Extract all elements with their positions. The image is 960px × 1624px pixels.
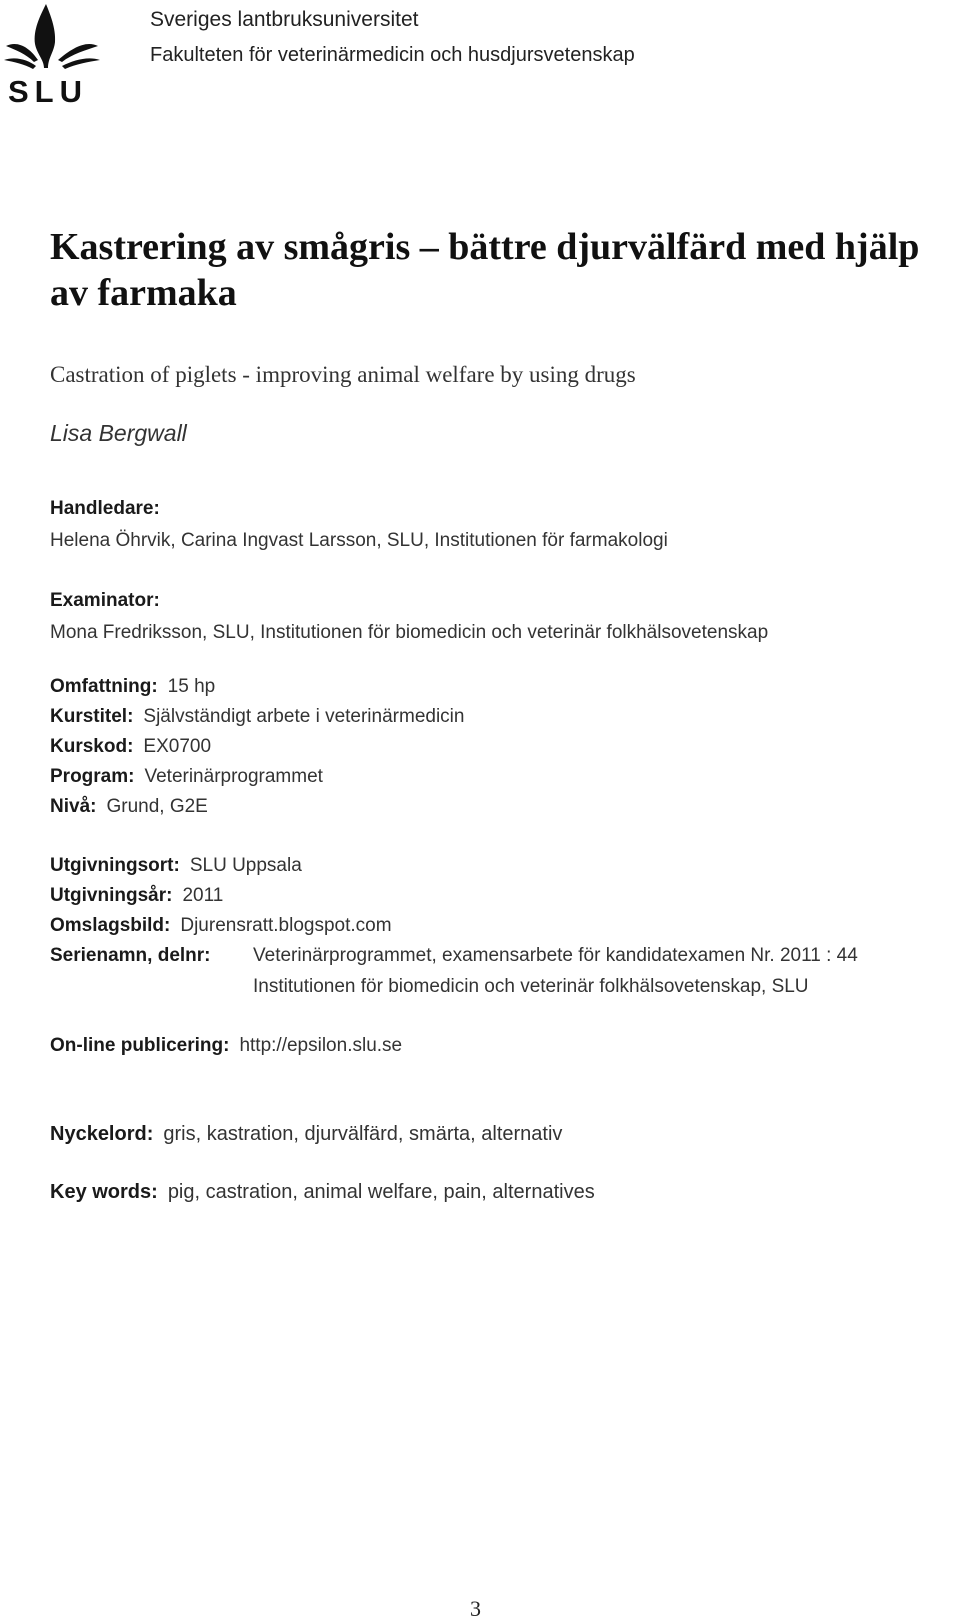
info-value: Självständigt arbete i veterinärmedicin [143, 706, 465, 727]
english-title: Castration of piglets - improving animal welfare by using drugs [50, 362, 636, 387]
info-label: Omslagsbild: [50, 915, 171, 936]
info-value: Grund, G2E [106, 796, 208, 817]
examiner-label: Examinator: [50, 590, 160, 611]
info-label: Kurstitel: [50, 706, 134, 727]
info-label: Nivå: [50, 796, 97, 817]
keywords-english [50, 1181, 595, 1204]
slu-logo [0, 0, 104, 110]
title-line-2: av farmaka [50, 272, 237, 314]
info-label: Kurskod: [50, 736, 134, 757]
info-value: 15 hp [167, 676, 216, 697]
info-row-kurskod [50, 736, 211, 758]
info-row-kurstitel [50, 706, 464, 728]
info-label: Utgivningsort: [50, 855, 180, 876]
info-label: Program: [50, 766, 135, 787]
author-name: Lisa Bergwall [50, 420, 187, 446]
university-name: Sveriges lantbruksuniversitet [150, 8, 419, 31]
info-row-program [50, 766, 323, 788]
info-label: Utgivningsår: [50, 885, 173, 906]
info-value: SLU Uppsala [189, 855, 302, 876]
info-value: Veterinärprogrammet [144, 766, 323, 787]
info-value: 2011 [182, 885, 224, 906]
info-row-omslagsbild [50, 915, 392, 937]
page-number: 3 [470, 1596, 481, 1621]
keywords-value: pig, castration, animal welfare, pain, alternatives [167, 1181, 595, 1203]
supervisor-label: Handledare: [50, 498, 160, 519]
info-value: Djurensratt.blogspot.com [180, 915, 392, 936]
online-label: On-line publicering: [50, 1035, 230, 1056]
series-line-2: Institutionen för biomedicin och veterinär folkhälsovetenskap, SLU [253, 976, 809, 997]
info-row-utgivningsar [50, 885, 223, 907]
series-label: Serienamn, delnr: [50, 945, 211, 966]
keywords-swedish [50, 1123, 562, 1146]
keywords-label: Nyckelord: [50, 1123, 154, 1145]
examiner-value: Mona Fredriksson, SLU, Institutionen för biomedicin och veterinär folkhälsovetenskap [50, 622, 769, 643]
slu-emblem-icon [0, 0, 104, 110]
keywords-label: Key words: [50, 1181, 158, 1203]
info-value: EX0700 [143, 736, 212, 757]
info-row-omfattning [50, 676, 215, 698]
title-line-1: Kastrering av smågris – bättre djurvälfärd med hjälp [50, 226, 920, 268]
supervisor-value: Helena Öhrvik, Carina Ingvast Larsson, SLU, Institutionen för farmakologi [50, 530, 668, 551]
thesis-title [50, 224, 940, 316]
faculty-name: Fakulteten för veterinärmedicin och husdjursvetenskap [150, 44, 635, 66]
info-row-niva [50, 796, 208, 818]
svg-text:SLU: SLU [8, 74, 88, 109]
series-line-1: Veterinärprogrammet, examensarbete för kandidatexamen Nr. 2011 : 44 [253, 945, 858, 966]
info-label: Omfattning: [50, 676, 158, 697]
online-url: http://epsilon.slu.se [239, 1035, 403, 1056]
online-publication-row [50, 1035, 402, 1057]
keywords-value: gris, kastration, djurvälfärd, smärta, alternativ [163, 1123, 563, 1145]
info-row-utgivningsort [50, 855, 302, 877]
